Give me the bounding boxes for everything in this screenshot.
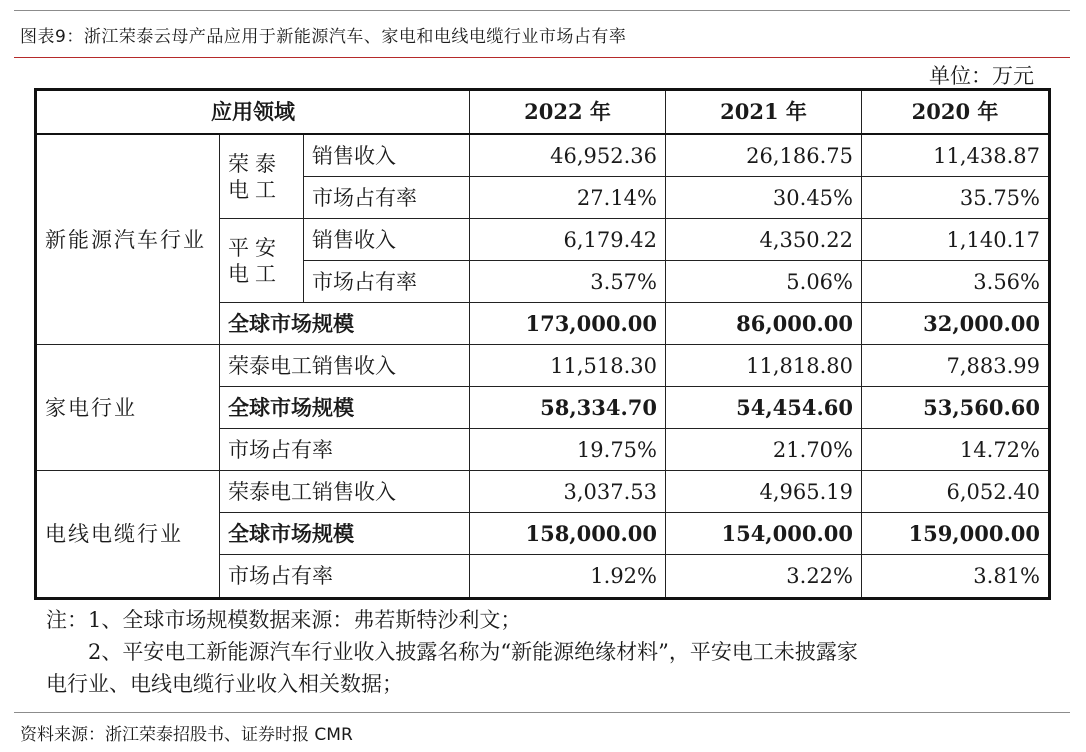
header-2022: 2022 年: [470, 90, 666, 134]
cell-2021: 5.06%: [666, 261, 862, 303]
table-row: [36, 471, 1050, 513]
header-2020: 2020 年: [862, 90, 1050, 134]
sector-appliance: 家电行业: [36, 345, 220, 471]
row-label: 全球市场规模: [220, 303, 470, 345]
row-label: 荣泰电工销售收入: [220, 345, 470, 387]
table-row: [36, 345, 1050, 387]
cell-2020: 1,140.17: [862, 219, 1050, 261]
cell-2021: 154,000.00: [666, 513, 862, 555]
row-label: 全球市场规模: [220, 513, 470, 555]
cell-2020: 14.72%: [862, 429, 1050, 471]
cell-2022: 19.75%: [470, 429, 666, 471]
row-label: 市场占有率: [304, 177, 470, 219]
cell-2021: 4,965.19: [666, 471, 862, 513]
bottom-rule: [14, 712, 1070, 713]
cell-2021: 26,186.75: [666, 134, 862, 177]
cell-2020: 53,560.60: [862, 387, 1050, 429]
top-rule: [14, 10, 1070, 11]
company-rongtai: 荣泰电工: [220, 134, 304, 219]
row-label: 市场占有率: [304, 261, 470, 303]
cell-2021: 30.45%: [666, 177, 862, 219]
company-pingan: 平安电工: [220, 219, 304, 303]
cell-2020: 3.56%: [862, 261, 1050, 303]
cell-2021: 21.70%: [666, 429, 862, 471]
row-label: 销售收入: [304, 134, 470, 177]
cell-2021: 4,350.22: [666, 219, 862, 261]
row-label: 销售收入: [304, 219, 470, 261]
cell-2021: 86,000.00: [666, 303, 862, 345]
cell-2020: 159,000.00: [862, 513, 1050, 555]
cell-2020: 3.81%: [862, 555, 1050, 599]
sector-nev: 新能源汽车行业: [36, 134, 220, 345]
cell-2021: 3.22%: [666, 555, 862, 599]
source-line: 资料来源：浙江荣泰招股书、证券时报 CMR: [20, 725, 353, 745]
row-label: 全球市场规模: [220, 387, 470, 429]
cell-2020: 11,438.87: [862, 134, 1050, 177]
cell-2022: 173,000.00: [470, 303, 666, 345]
table-notes: [46, 604, 1046, 700]
market-share-table: [34, 88, 1051, 600]
cell-2022: 158,000.00: [470, 513, 666, 555]
row-label: 市场占有率: [220, 555, 470, 599]
header-2021: 2021 年: [666, 90, 862, 134]
cell-2021: 54,454.60: [666, 387, 862, 429]
cell-2022: 3,037.53: [470, 471, 666, 513]
cell-2022: 58,334.70: [470, 387, 666, 429]
figure-caption: 图表9：浙江荣泰云母产品应用于新能源汽车、家电和电线电缆行业市场占有率: [20, 27, 627, 47]
cell-2020: 32,000.00: [862, 303, 1050, 345]
row-label: 市场占有率: [220, 429, 470, 471]
cell-2022: 11,518.30: [470, 345, 666, 387]
cell-2022: 6,179.42: [470, 219, 666, 261]
cell-2020: 35.75%: [862, 177, 1050, 219]
cell-2020: 7,883.99: [862, 345, 1050, 387]
cell-2022: 46,952.36: [470, 134, 666, 177]
cell-2020: 6,052.40: [862, 471, 1050, 513]
cell-2022: 27.14%: [470, 177, 666, 219]
sector-cable: 电线电缆行业: [36, 471, 220, 599]
note-line-3: 电行业、电线电缆行业收入相关数据；: [46, 672, 403, 696]
cell-2021: 11,818.80: [666, 345, 862, 387]
unit-label: 单位：万元: [929, 64, 1034, 88]
row-label: 荣泰电工销售收入: [220, 471, 470, 513]
note-line-2: 2、平安电工新能源汽车行业收入披露名称为“新能源绝缘材料”，平安电工未披露家: [88, 640, 858, 664]
note-line-1: 注：1、全球市场规模数据来源：弗若斯特沙利文；: [46, 608, 522, 632]
caption-divider: [14, 57, 1070, 58]
table-row: [36, 134, 1050, 177]
cell-2022: 3.57%: [470, 261, 666, 303]
header-application-field: 应用领域: [36, 90, 470, 134]
cell-2022: 1.92%: [470, 555, 666, 599]
table-header-row: [36, 90, 1050, 134]
